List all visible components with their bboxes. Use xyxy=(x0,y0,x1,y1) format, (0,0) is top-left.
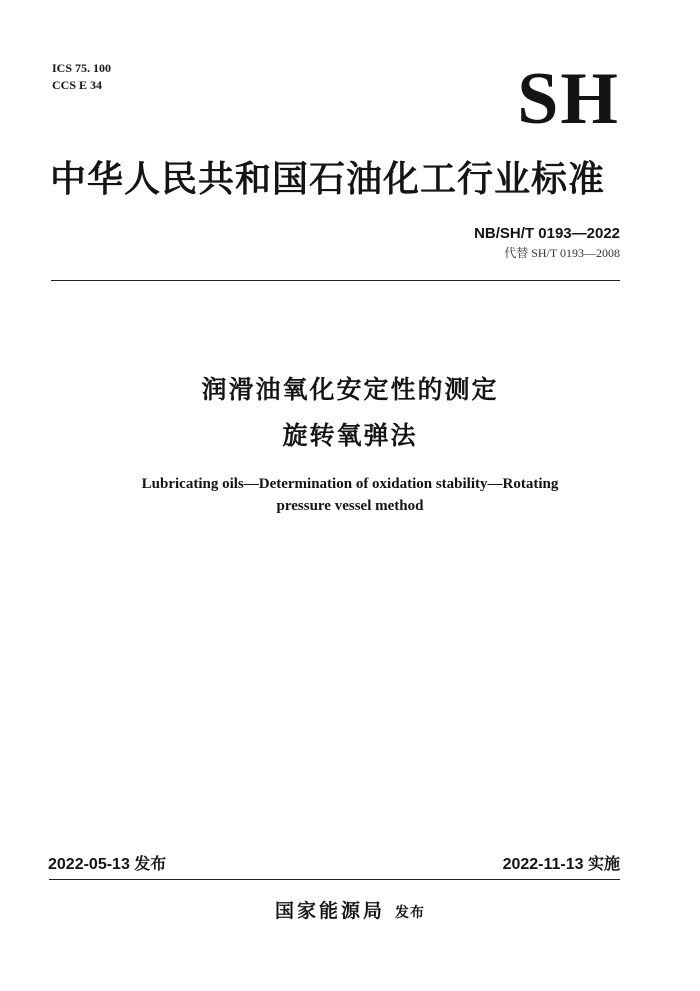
ics-code: ICS 75. 100 xyxy=(52,61,112,75)
issue-date: 2022-05-13 发布 xyxy=(48,856,167,873)
chinese-title-line-2: 旋转氧弹法 xyxy=(282,421,418,450)
sh-logo: SH xyxy=(517,58,620,140)
english-title-line-1: Lubricating oils—Determination of oxidation stability—Rotating xyxy=(141,476,559,492)
header-divider xyxy=(51,280,620,281)
english-title-line-2: pressure vessel method xyxy=(276,498,424,514)
standard-number: NB/SH/T 0193—2022 xyxy=(474,225,620,242)
standard-category-title: 中华人民共和国石油化工行业标准 xyxy=(50,159,606,200)
chinese-title-line-1: 润滑油氧化安定性的测定 xyxy=(201,375,499,404)
implementation-date: 2022-11-13 实施 xyxy=(502,856,620,873)
ccs-code: CCS E 34 xyxy=(52,78,103,92)
publisher-name: 国家能源局 xyxy=(274,900,385,922)
publisher-action: 发布 xyxy=(395,905,425,921)
publisher-line xyxy=(0,898,700,926)
footer-divider xyxy=(49,879,620,880)
replaces-note: 代替 SH/T 0193—2008 xyxy=(504,246,620,260)
